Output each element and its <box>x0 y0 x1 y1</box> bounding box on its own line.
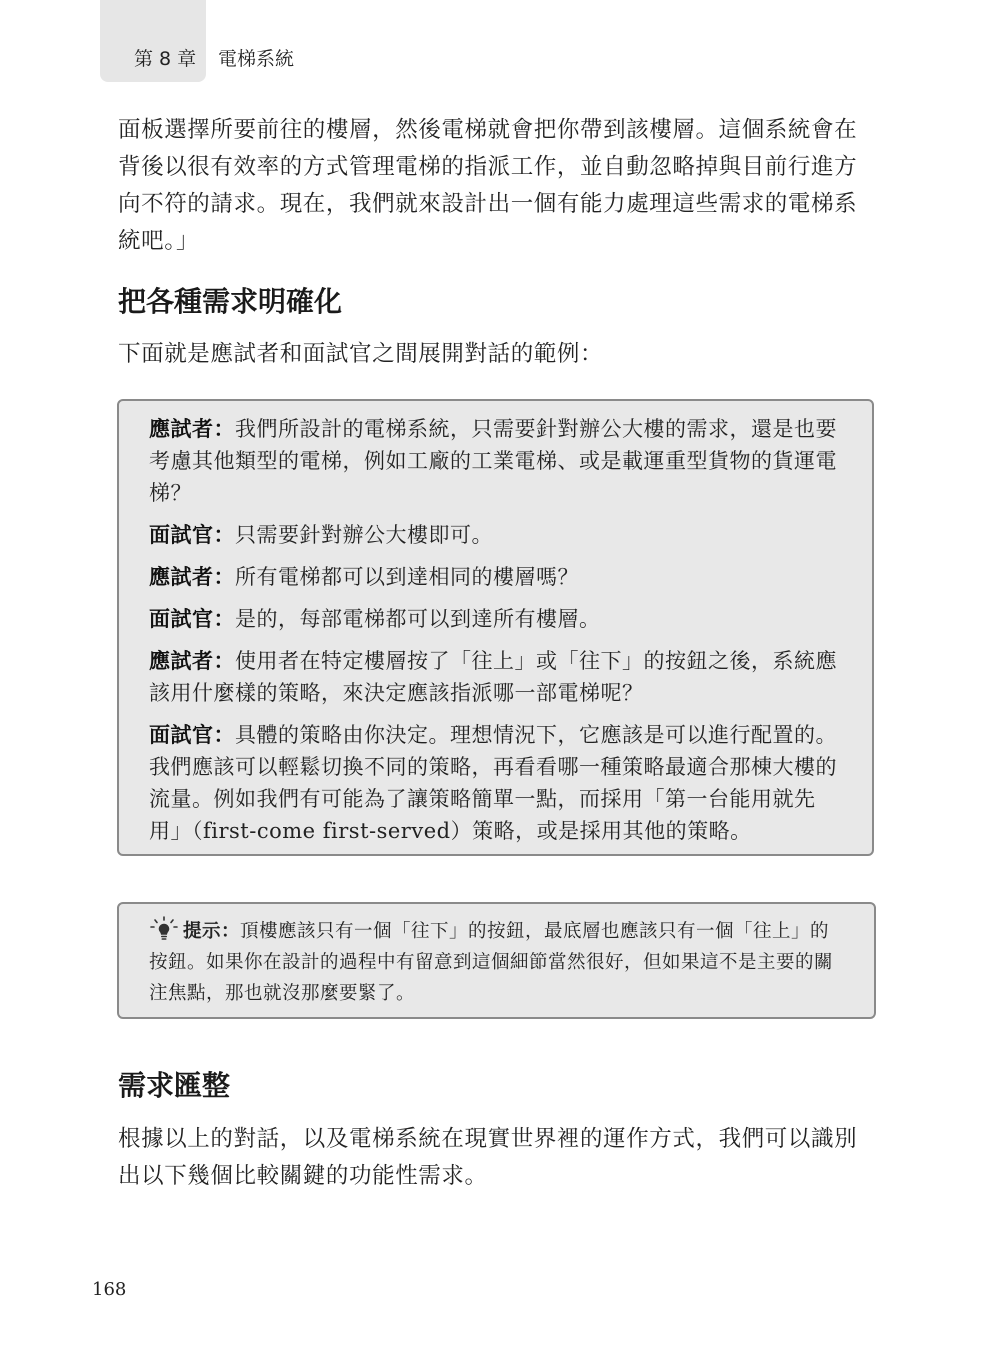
dialog-speaker: 面試官： <box>149 606 235 631</box>
dialog-text: 只需要針對辦公大樓即可。 <box>235 523 493 547</box>
dialog-speaker: 面試官： <box>149 522 235 547</box>
dialog-speaker: 面試官： <box>149 722 235 747</box>
section-heading-clarify-requirements: 把各種需求明確化 <box>118 285 343 318</box>
section-paragraph-requirements: 根據以上的對話，以及電梯系統在現實世界裡的運作方式，我們可以識別出以下幾個比較關鍵的功能性需求。 <box>118 1126 858 1189</box>
lightbulb-icon <box>149 916 179 942</box>
dialog-speaker: 應試者： <box>149 416 235 441</box>
chapter-number: 第 8 章 <box>134 48 197 70</box>
dialog-speaker: 應試者： <box>149 648 235 673</box>
chapter-title: 電梯系統 <box>218 48 295 70</box>
dialog-line <box>149 603 846 635</box>
dialog-line <box>149 719 846 847</box>
section-heading-requirements-summary: 需求匯整 <box>118 1069 231 1102</box>
dialog-line <box>149 561 846 593</box>
dialog-line <box>149 519 846 551</box>
page-number: 168 <box>92 1279 127 1300</box>
dialog-text: 是的，每部電梯都可以到達所有樓層。 <box>235 607 601 631</box>
dialog-speaker: 應試者： <box>149 564 235 589</box>
dialog-line <box>149 413 846 509</box>
dialog-text: 所有電梯都可以到達相同的樓層嗎？ <box>235 565 579 589</box>
tip-content <box>149 916 848 1009</box>
dialog-line <box>149 645 846 709</box>
dialog-text: 我們所設計的電梯系統，只需要針對辦公大樓的需求，還是也要考慮其他類型的電梯，例如工廠的工業電梯、或是載運重型貨物的貨運電梯？ <box>149 417 837 505</box>
tip-box <box>117 902 876 1019</box>
intro-paragraph: 面板選擇所要前往的樓層，然後電梯就會把你帶到該樓層。這個系統會在背後以很有效率的方式管理電梯的指派工作，並自動忽略掉與目前行進方向不符的請求。現在，我們就來設計出一個有能力處理這些需求的電梯系統吧。」 <box>118 117 858 254</box>
dialog-text: 具體的策略由你決定。理想情況下，它應該是可以進行配置的。我們應該可以輕鬆切換不同的策略，再看看哪一種策略最適合那棟大樓的流量。例如我們有可能為了讓策略簡單一點，而採用「第一台能用就先用」（first-come first-served）策略，或是採用其他的策略。 <box>149 723 837 843</box>
tip-text: 頂樓應該只有一個「往下」的按鈕，最底層也應該只有一個「往上」的按鈕。如果你在設計的過程中有留意到這個細節當然很好，但如果這不是主要的關注焦點，那也就沒那麼要緊了。 <box>149 921 834 1004</box>
section-paragraph-dialog-intro: 下面就是應試者和面試官之間展開對話的範例： <box>118 341 604 367</box>
dialog-box <box>117 399 874 856</box>
tip-label: 提示： <box>183 921 241 942</box>
dialog-text: 使用者在特定樓層按了「往上」或「往下」的按鈕之後，系統應該用什麼樣的策略，來決定應該指派哪一部電梯呢？ <box>149 649 837 705</box>
